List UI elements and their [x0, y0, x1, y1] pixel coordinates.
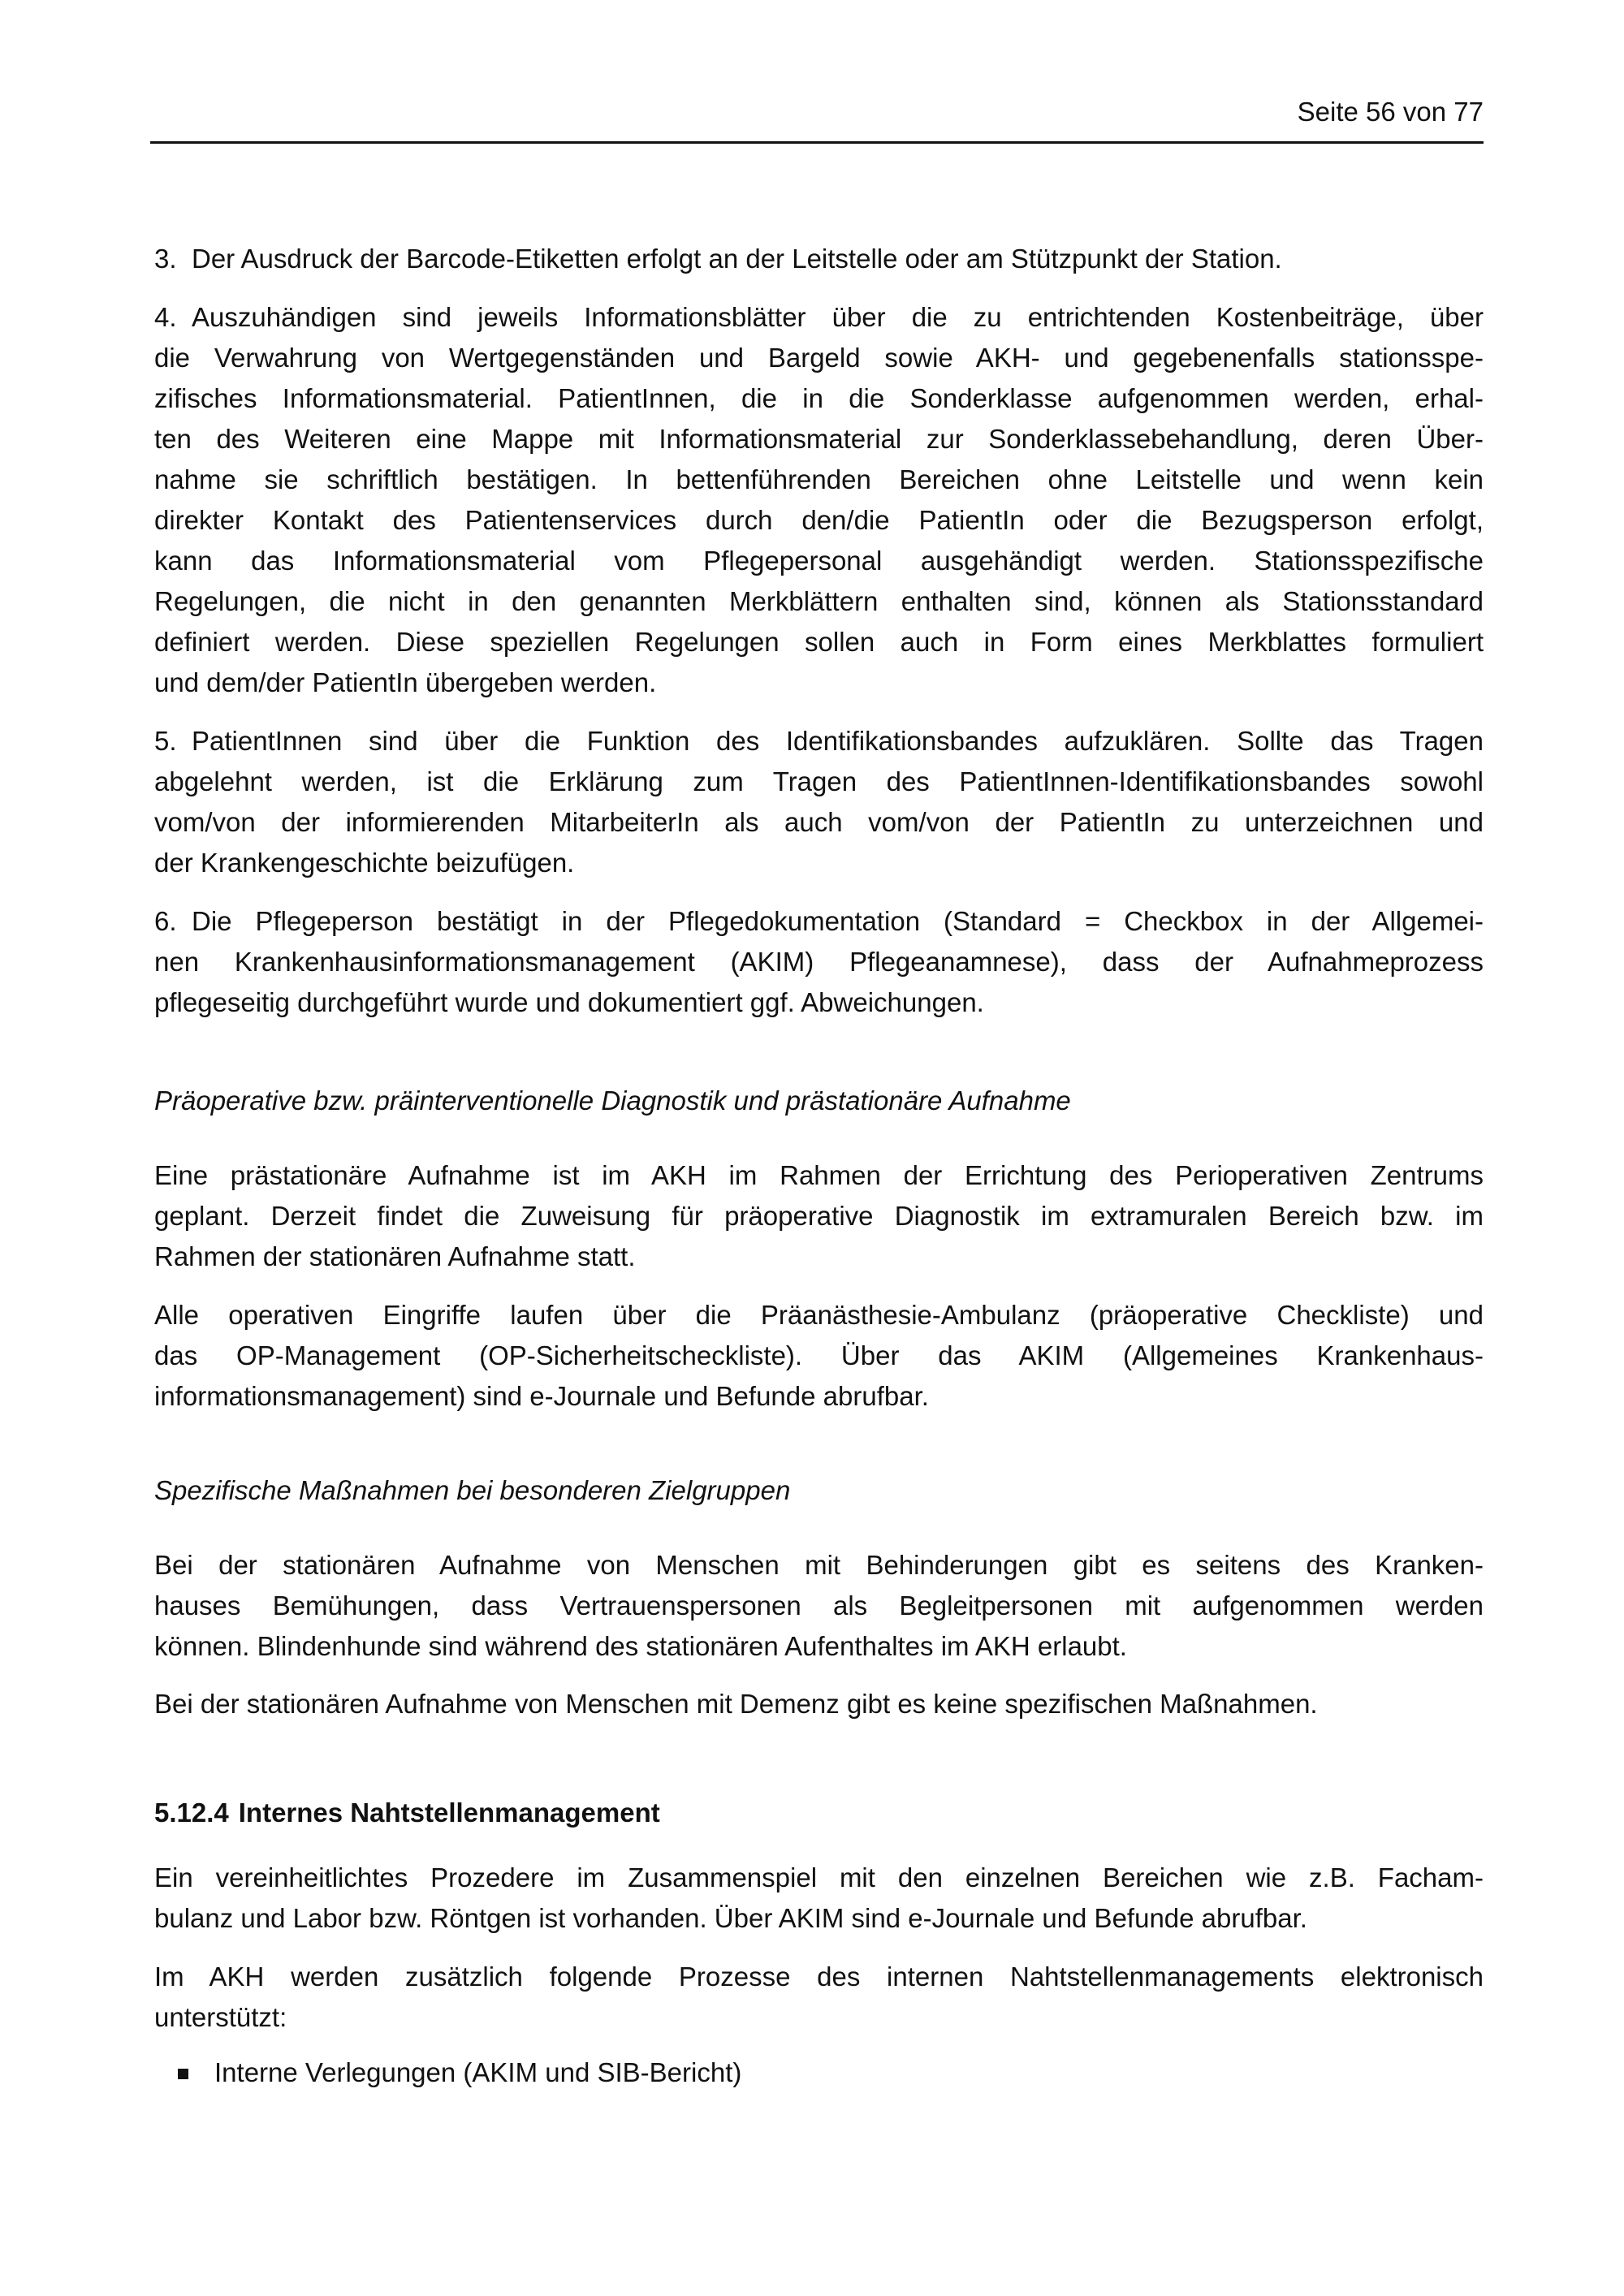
paragraph-line: Bei der stationären Aufnahme von Menschen mit Demenz gibt es keine spezifischen Maßnahmen.	[154, 1689, 1318, 1719]
paragraph-line: Im AKH werden zusätzlich folgende Prozesse des internen Nahtstellenmanagements elektronisch	[154, 1962, 1484, 1992]
paragraph	[154, 1957, 1484, 2038]
list-number: 5.	[154, 726, 177, 756]
paragraph-line: Bei der stationären Aufnahme von Menschen mit Behinderungen gibt es seitens des Kranken-	[154, 1550, 1484, 1580]
list-item-line: abgelehnt werden, ist die Erklärung zum Tragen des PatientInnen-Identifikationsbandes sowohl	[154, 766, 1484, 796]
paragraph	[154, 1858, 1484, 1939]
bullet-list-item	[154, 2052, 1484, 2093]
list-item-line: nahme sie schriftlich bestätigen. In bettenführenden Bereichen ohne Leitstelle und wenn kein	[154, 464, 1484, 494]
paragraph-line: geplant. Derzeit findet die Zuweisung für präoperative Diagnostik im extramuralen Bereich bzw. im	[154, 1201, 1484, 1231]
list-item-3	[154, 239, 1484, 279]
subheading-target-groups	[154, 1470, 1484, 1511]
list-item-4	[154, 297, 1484, 703]
list-item-line: nen Krankenhausinformationsmanagement (AKIM) Pflegeanamnese), dass der Aufnahmeprozess	[154, 947, 1484, 977]
section-number: 5.12.4	[154, 1798, 229, 1828]
paragraph-line: Alle operativen Eingriffe laufen über die Präanästhesie-Ambulanz (präoperative Checkliste) und	[154, 1300, 1484, 1330]
paragraph-line: können. Blindenhunde sind während des stationären Aufenthaltes im AKH erlaubt.	[154, 1631, 1127, 1661]
paragraph-line: das OP-Management (OP-Sicherheitscheckliste). Über das AKIM (Allgemeines Krankenhaus-	[154, 1340, 1484, 1370]
list-item-line: 5. PatientInnen sind über die Funktion des Identifikationsbandes aufzuklären. Sollte das Tragen	[154, 721, 1484, 762]
square-bullet-icon	[178, 2069, 188, 2079]
paragraph-line: Ein vereinheitlichtes Prozedere im Zusammenspiel mit den einzelnen Bereichen wie z.B. Facham-	[154, 1862, 1484, 1892]
list-item-5	[154, 721, 1484, 883]
list-number: 4.	[154, 302, 177, 332]
bullet-text: Interne Verlegungen (AKIM und SIB-Bericht)	[214, 2057, 742, 2087]
list-item-line: 3. Der Ausdruck der Barcode-Etiketten erfolgt an der Leitstelle oder am Stützpunkt der Station.	[154, 239, 1484, 279]
section-heading	[154, 1793, 1484, 1833]
page-header	[150, 96, 1484, 144]
list-item-line: 4. Auszuhändigen sind jeweils Informationsblätter über die zu entrichtenden Kostenbeiträge, über	[154, 297, 1484, 338]
paragraph-line: bulanz und Labor bzw. Röntgen ist vorhanden. Über AKIM sind e-Journale und Befunde abrufbar.	[154, 1903, 1307, 1933]
list-item-line: zifisches Informationsmaterial. PatientInnen, die in die Sonderklasse aufgenommen werden, erhal-	[154, 383, 1484, 413]
paragraph-line: unterstützt:	[154, 2002, 287, 2032]
list-item-line: pflegeseitig durchgeführt wurde und dokumentiert ggf. Abweichungen.	[154, 987, 984, 1017]
list-item-line: ten des Weiteren eine Mappe mit Informationsmaterial zur Sonderklassebehandlung, deren Über-	[154, 424, 1484, 454]
list-item-line: 6. Die Pflegeperson bestätigt in der Pflegedokumentation (Standard = Checkbox in der Allgemei-	[154, 901, 1484, 942]
subheading-preop	[154, 1081, 1484, 1121]
paragraph-line: hauses Bemühungen, dass Vertrauenspersonen als Begleitpersonen mit aufgenommen werden	[154, 1590, 1484, 1621]
list-item-line: und dem/der PatientIn übergeben werden.	[154, 667, 657, 697]
paragraph	[154, 1155, 1484, 1277]
paragraph-line: Rahmen der stationären Aufnahme statt.	[154, 1241, 636, 1271]
list-item-line: vom/von der informierenden MitarbeiterIn als auch vom/von der PatientIn zu unterzeichnen und	[154, 807, 1484, 837]
list-item-line: definiert werden. Diese speziellen Regelungen sollen auch in Form eines Merkblattes formuliert	[154, 627, 1484, 657]
paragraph	[154, 1684, 1484, 1724]
list-item-line: die Verwahrung von Wertgegenständen und Bargeld sowie AKH- und gegebenenfalls stationsspe-	[154, 343, 1484, 373]
section-title: Internes Nahtstellenmanagement	[238, 1798, 660, 1828]
list-item-line: direkter Kontakt des Patientenservices durch den/die PatientIn oder die Bezugsperson erfolgt,	[154, 505, 1484, 535]
paragraph	[154, 1545, 1484, 1667]
paragraph-line: Eine prästationäre Aufnahme ist im AKH im Rahmen der Errichtung des Perioperativen Zentrums	[154, 1160, 1484, 1190]
list-item-6	[154, 901, 1484, 1023]
list-number: 3.	[154, 244, 177, 274]
paragraph-line: informationsmanagement) sind e-Journale und Befunde abrufbar.	[154, 1381, 929, 1411]
list-number: 6.	[154, 906, 177, 936]
page-number: Seite 56 von 77	[1297, 97, 1484, 127]
subheading-text: Spezifische Maßnahmen bei besonderen Zielgruppen	[154, 1475, 791, 1505]
paragraph	[154, 1295, 1484, 1417]
list-item-line: Regelungen, die nicht in den genannten Merkblättern enthalten sind, können als Stationsstandard	[154, 586, 1484, 616]
list-item-line: der Krankengeschichte beizufügen.	[154, 848, 575, 878]
subheading-text: Präoperative bzw. präinterventionelle Diagnostik und prästationäre Aufnahme	[154, 1085, 1071, 1116]
list-item-line: kann das Informationsmaterial vom Pflegepersonal ausgehändigt werden. Stationsspezifische	[154, 546, 1484, 576]
